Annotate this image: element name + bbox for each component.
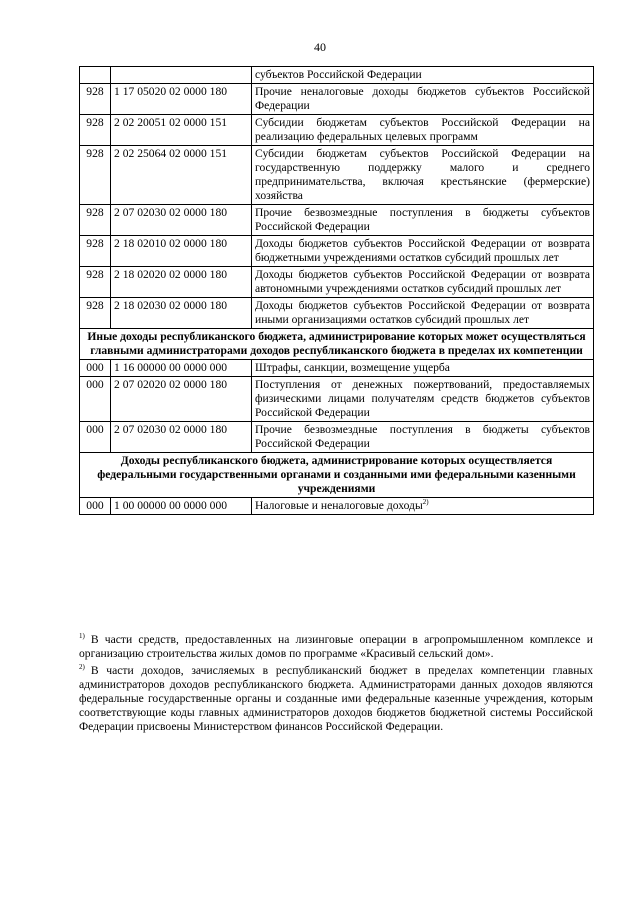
revenue-name-text: Доходы бюджетов субъектов Российской Федерации от возврата бюджетными учреждениями остатков субсидий прошлых лет [255, 237, 590, 264]
section-header-row [80, 329, 594, 360]
revenue-code-cell: 2 07 02030 02 0000 180 [111, 205, 252, 236]
footnote-text: В части доходов, зачисляемых в республиканский бюджет в пределах компетенции главных администраторов доходов республиканского бюджета. Администраторами данных доходов являются федеральные государственные органы и созданные ими федеральные казенные учреждения, которым соответствующие коды главных администраторов доходов бюджетов бюджетной системы Российской Федерации присвоены Министерством финансов Российской Федерации. [79, 664, 593, 733]
admin-code-cell [80, 67, 111, 84]
revenue-code-cell: 2 07 02020 02 0000 180 [111, 377, 252, 422]
table-row [80, 298, 594, 329]
revenue-code-cell: 2 18 02010 02 0000 180 [111, 236, 252, 267]
revenue-name-text: Поступления от денежных пожертвований, предоставляемых физическими лицами получателям средств бюджетов субъектов Российской Федерации [255, 378, 590, 419]
footnote [79, 633, 593, 661]
revenue-code-cell: 2 02 25064 02 0000 151 [111, 146, 252, 205]
table-row [80, 205, 594, 236]
admin-code-cell: 928 [80, 84, 111, 115]
revenue-code-cell: 1 16 00000 00 0000 000 [111, 360, 252, 377]
admin-code-cell: 928 [80, 205, 111, 236]
table-row [80, 498, 594, 515]
footnote [79, 664, 593, 734]
table-row [80, 236, 594, 267]
revenue-name-cell [252, 498, 594, 515]
revenue-name-text: Прочие безвозмездные поступления в бюджеты субъектов Российской Федерации [255, 423, 590, 450]
revenue-name-cell [252, 67, 594, 84]
revenue-code-cell: 2 02 20051 02 0000 151 [111, 115, 252, 146]
revenue-name-cell [252, 84, 594, 115]
section-title: Доходы республиканского бюджета, администрирование которых осуществляется федеральными государственными органами и созданными ими федеральными казенными учреждениями [80, 453, 594, 498]
table-row [80, 377, 594, 422]
revenue-code-cell: 2 07 02030 02 0000 180 [111, 422, 252, 453]
section-title: Иные доходы республиканского бюджета, администрирование которых может осуществляться главными администраторами доходов республиканского бюджета в пределах их компетенции [80, 329, 594, 360]
revenue-name-text: Доходы бюджетов субъектов Российской Федерации от возврата иными организациями остатков субсидий прошлых лет [255, 299, 590, 326]
footnote-text: В части средств, предоставленных на лизинговые операции в агропромышленном комплексе и организацию строительства жилых домов по программе «Красивый сельский дом». [79, 633, 593, 660]
admin-code-cell: 928 [80, 267, 111, 298]
revenue-name-text: Штрафы, санкции, возмещение ущерба [255, 361, 450, 374]
revenue-code-cell [111, 67, 252, 84]
table-row [80, 115, 594, 146]
revenue-name-text: Прочие неналоговые доходы бюджетов субъектов Российской Федерации [255, 85, 590, 112]
admin-code-cell: 000 [80, 422, 111, 453]
revenue-name-cell [252, 236, 594, 267]
table-row [80, 146, 594, 205]
table-row [80, 360, 594, 377]
admin-code-cell: 928 [80, 298, 111, 329]
revenue-name-cell [252, 205, 594, 236]
admin-code-cell: 000 [80, 498, 111, 515]
footnote-mark: 1) [79, 632, 85, 641]
revenue-name-cell [252, 360, 594, 377]
revenue-name-text: Субсидии бюджетам субъектов Российской Федерации на реализацию федеральных целевых программ [255, 116, 590, 143]
admin-code-cell: 928 [80, 146, 111, 205]
revenue-name-text: Налоговые и неналоговые доходы [255, 499, 423, 512]
revenue-name-text: Субсидии бюджетам субъектов Российской Федерации на государственную поддержку малого и среднего предпринимательства, включая крестьянские (фермерские) хозяйства [255, 147, 590, 202]
revenue-code-cell: 2 18 02030 02 0000 180 [111, 298, 252, 329]
admin-code-cell: 928 [80, 236, 111, 267]
table-row [80, 267, 594, 298]
table-row [80, 84, 594, 115]
page-number: 40 [314, 40, 326, 54]
section-header-row [80, 453, 594, 498]
revenue-code-cell: 1 17 05020 02 0000 180 [111, 84, 252, 115]
footnote-reference: 2) [422, 498, 429, 507]
revenue-name-cell [252, 146, 594, 205]
revenue-name-text: Доходы бюджетов субъектов Российской Федерации от возврата автономными учреждениями остатков субсидий прошлых лет [255, 268, 590, 295]
table-row [80, 67, 594, 84]
revenue-table [79, 66, 594, 515]
footnote-mark: 2) [79, 663, 85, 672]
revenue-name-cell [252, 298, 594, 329]
table-row [80, 422, 594, 453]
revenue-name-text: Прочие безвозмездные поступления в бюджеты субъектов Российской Федерации [255, 206, 590, 233]
revenue-code-cell: 1 00 00000 00 0000 000 [111, 498, 252, 515]
admin-code-cell: 000 [80, 360, 111, 377]
revenue-name-cell [252, 115, 594, 146]
revenue-name-cell [252, 267, 594, 298]
admin-code-cell: 000 [80, 377, 111, 422]
revenue-name-cell [252, 377, 594, 422]
revenue-code-cell: 2 18 02020 02 0000 180 [111, 267, 252, 298]
revenue-name-text: субъектов Российской Федерации [255, 68, 422, 81]
revenue-name-cell [252, 422, 594, 453]
footnotes [79, 633, 593, 737]
admin-code-cell: 928 [80, 115, 111, 146]
